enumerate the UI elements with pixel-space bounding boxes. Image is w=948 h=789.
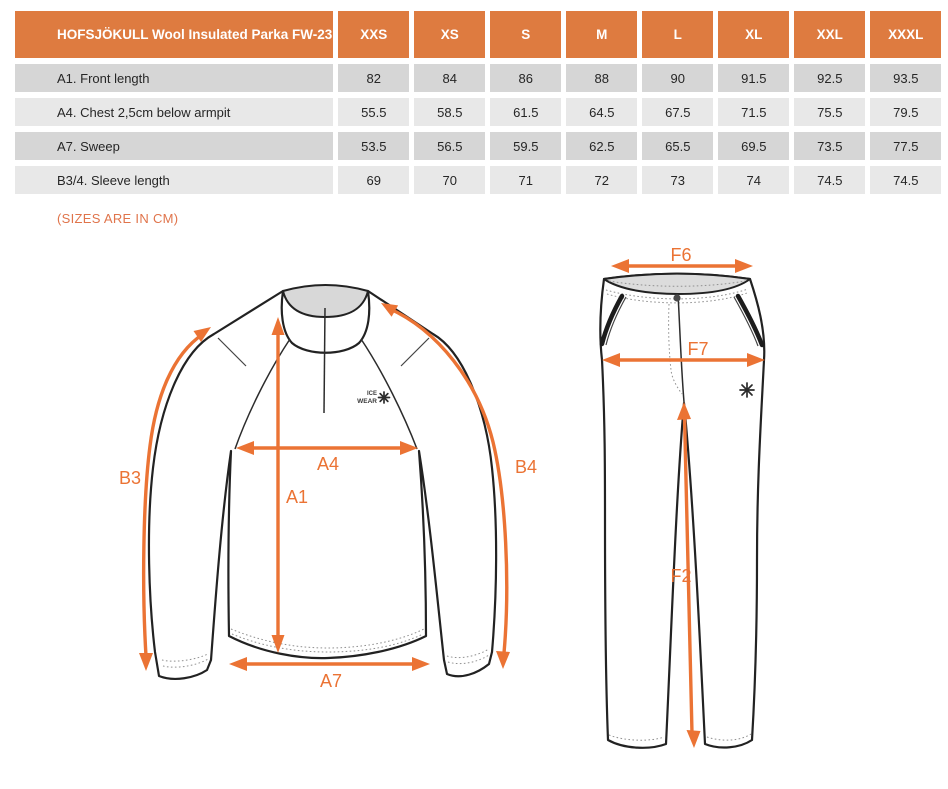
measurement-diagrams [0, 240, 948, 789]
snowflake-icon [379, 392, 390, 403]
size-column-header: M [566, 11, 637, 58]
size-value-cell: 74.5 [794, 166, 865, 194]
header-row [15, 11, 941, 58]
size-value-cell: 58.5 [414, 98, 485, 126]
size-value-cell: 73 [642, 166, 713, 194]
size-column-header: S [490, 11, 561, 58]
measurement-label: A1. Front length [15, 64, 333, 92]
f7-label: F7 [687, 339, 709, 359]
measurement-row [15, 64, 941, 92]
waist-button [673, 294, 680, 301]
size-value-cell: 55.5 [338, 98, 409, 126]
size-value-cell: 77.5 [870, 132, 941, 160]
size-value-cell: 65.5 [642, 132, 713, 160]
size-value-cell: 56.5 [414, 132, 485, 160]
size-value-cell: 71 [490, 166, 561, 194]
size-value-cell: 74 [718, 166, 789, 194]
size-value-cell: 73.5 [794, 132, 865, 160]
size-column-header: XL [718, 11, 789, 58]
size-value-cell: 71.5 [718, 98, 789, 126]
a7-arrow [229, 657, 430, 671]
size-chart-table [10, 5, 946, 200]
size-column-header: XXXL [870, 11, 941, 58]
measurement-label: A4. Chest 2,5cm below armpit [15, 98, 333, 126]
size-value-cell: 72 [566, 166, 637, 194]
size-value-cell: 70 [414, 166, 485, 194]
a1-label: A1 [285, 487, 309, 507]
svg-text:ICE: ICE [366, 391, 377, 397]
size-value-cell: 64.5 [566, 98, 637, 126]
units-note: (SIZES ARE IN CM) [57, 211, 179, 226]
b4-label: B4 [514, 457, 538, 477]
size-value-cell: 82 [338, 64, 409, 92]
size-column-header: XXL [794, 11, 865, 58]
pants-outline [600, 274, 764, 748]
size-value-cell: 59.5 [490, 132, 561, 160]
snowflake-icon [740, 383, 754, 397]
size-column-header: XXS [338, 11, 409, 58]
zipper-line [324, 308, 325, 413]
pants-diagram [600, 245, 765, 748]
measurement-row [15, 98, 941, 126]
size-column-header: XS [414, 11, 485, 58]
product-name-header: HOFSJÖKULL Wool Insulated Parka FW-23 [15, 11, 333, 58]
size-value-cell: 90 [642, 64, 713, 92]
measurement-label: A7. Sweep [15, 132, 333, 160]
a7-label: A7 [319, 671, 343, 691]
f2-label: F2 [670, 566, 692, 586]
size-column-header: L [642, 11, 713, 58]
size-value-cell: 86 [490, 64, 561, 92]
b3-label: B3 [118, 468, 142, 488]
measurement-label: B3/4. Sleeve length [15, 166, 333, 194]
size-value-cell: 69 [338, 166, 409, 194]
size-value-cell: 84 [414, 64, 485, 92]
size-value-cell: 93.5 [870, 64, 941, 92]
size-value-cell: 61.5 [490, 98, 561, 126]
size-value-cell: 67.5 [642, 98, 713, 126]
size-value-cell: 79.5 [870, 98, 941, 126]
size-value-cell: 92.5 [794, 64, 865, 92]
size-value-cell: 88 [566, 64, 637, 92]
size-value-cell: 74.5 [870, 166, 941, 194]
svg-text:WEAR: WEAR [357, 398, 377, 405]
size-value-cell: 75.5 [794, 98, 865, 126]
jacket-diagram [119, 285, 537, 691]
measurement-row [15, 132, 941, 160]
a4-label: A4 [316, 454, 340, 474]
size-value-cell: 62.5 [566, 132, 637, 160]
measurement-row [15, 166, 941, 194]
size-value-cell: 91.5 [718, 64, 789, 92]
size-value-cell: 53.5 [338, 132, 409, 160]
f6-label: F6 [670, 245, 692, 265]
size-value-cell: 69.5 [718, 132, 789, 160]
